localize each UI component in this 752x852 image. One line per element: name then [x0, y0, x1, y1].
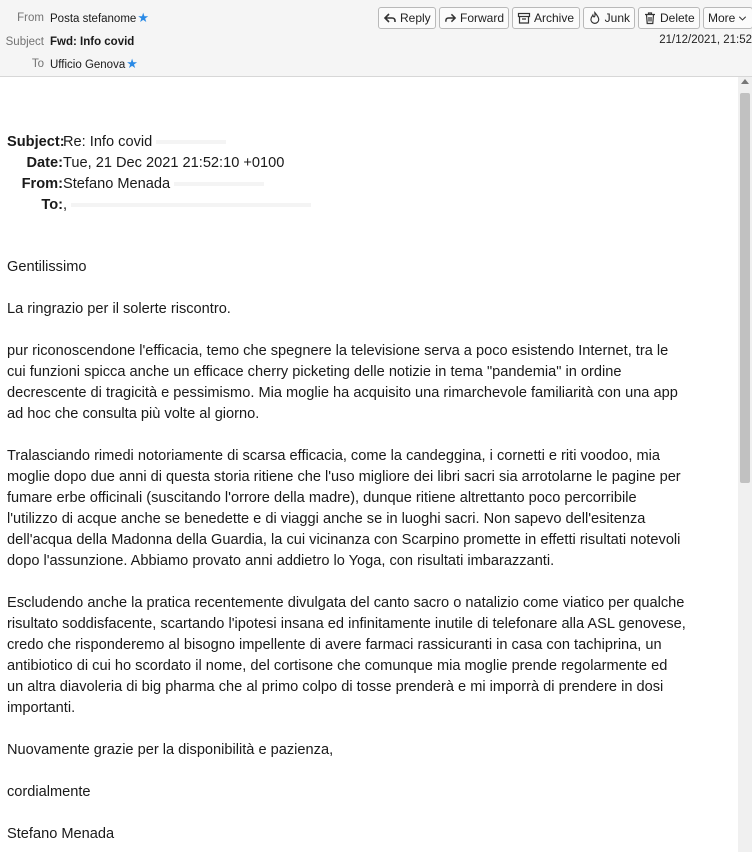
scroll-up-arrow-icon[interactable]: [741, 79, 749, 84]
text-line: un altra diavoleria di big pharma che al primo colpo di tosse prenderà e mi imporrà di prendere in dosi: [7, 679, 664, 695]
message-toolbar: [378, 7, 752, 29]
text-line: ad hoc che consulta più volte al giorno.: [7, 406, 260, 422]
fwd-subject-row: [7, 132, 311, 153]
message-date: 21/12/2021, 21:52: [659, 34, 752, 46]
fwd-from-row: [7, 174, 311, 195]
fwd-from-value[interactable]: Stefano Menada: [63, 176, 171, 192]
subject-label: Subject: [5, 36, 44, 48]
vertical-scrollbar[interactable]: [738, 77, 752, 852]
to-label: To: [31, 58, 44, 70]
from-label: From: [17, 12, 44, 24]
archive-label: Archive: [534, 11, 575, 25]
fwd-to-value[interactable]: ,: [63, 197, 68, 213]
delete-button[interactable]: [638, 7, 700, 29]
text-line: antibiotico di cui ho scordato il nome, del cortisone che comunque mia moglie prende regolarmente ed: [7, 658, 668, 674]
paragraph-4: [7, 593, 737, 719]
text-line: importanti.: [7, 700, 76, 716]
more-button[interactable]: [703, 7, 752, 29]
to-name[interactable]: Ufficio Genova: [50, 59, 126, 71]
scrollbar-thumb[interactable]: [740, 93, 750, 483]
archive-button[interactable]: [512, 7, 580, 29]
signature: Stefano Menada: [7, 826, 115, 842]
reply-button[interactable]: [378, 7, 436, 29]
paragraph-2: [7, 341, 737, 425]
forwarded-headers: [7, 132, 311, 216]
text-line: Tralasciando rimedi notoriamente di scarsa efficacia, come la candeggina, i cornetti e riti voodoo, mia: [7, 448, 660, 464]
message-header: [0, 0, 752, 77]
text-line: dopo l'assunzione. Abbiamo provato anni addietro lo Yoga, con risultati imbarazzanti.: [7, 553, 555, 569]
paragraph-1: La ringrazio per il solerte riscontro.: [7, 301, 231, 317]
text-line: decrescente di tragicità e pessimismo. Mia moglie ha acquisito una rimarchevole familiarità con una app: [7, 385, 678, 401]
from-name[interactable]: Posta stefanome: [50, 13, 137, 25]
from-value[interactable]: [50, 9, 149, 28]
fwd-subject-value: Re: Info covid: [63, 134, 153, 150]
paragraph-3: [7, 446, 737, 572]
reply-label: Reply: [400, 11, 431, 25]
junk-label: Junk: [604, 11, 630, 25]
fwd-to-row: [7, 195, 311, 216]
flame-icon: [588, 11, 602, 25]
fwd-to-label: To:: [41, 197, 63, 213]
text-line: credo che risponderemo al bisogno impellente di avere farmaci rassicuranti in casa con tachiprina, un: [7, 637, 662, 653]
forward-button[interactable]: [439, 7, 509, 29]
message-body: [0, 77, 738, 852]
chevron-down-icon: [738, 11, 747, 25]
closing: cordialmente: [7, 784, 91, 800]
reply-icon: [383, 11, 397, 25]
subject-value: Fwd: Info covid: [50, 36, 135, 48]
text-line: Escludendo anche la pratica recentemente divulgata del canto sacro o natalizio come viatico per qualche: [7, 595, 685, 611]
fwd-date-value: Tue, 21 Dec 2021 21:52:10 +0100: [63, 155, 285, 171]
star-icon[interactable]: ★: [126, 56, 138, 71]
junk-button[interactable]: [583, 7, 635, 29]
redaction: [156, 140, 226, 144]
trash-icon: [643, 11, 657, 25]
text-line: l'utilizzo di acque anche se benedette e di viaggi anche se in luoghi sacri. Non sapevo dell'esitenza: [7, 511, 646, 527]
star-icon[interactable]: ★: [137, 10, 149, 25]
forward-icon: [444, 11, 457, 25]
text-line: dell'acqua della Madonna della Guardia, la cui vicinanza con Scarpino promette in effetti risultati notevoli: [7, 532, 681, 548]
redaction: [174, 182, 264, 186]
forward-label: Forward: [459, 11, 504, 25]
archive-icon: [517, 11, 531, 25]
fwd-subject-label: Subject:: [7, 134, 65, 150]
fwd-date-row: [7, 153, 311, 174]
text-line: fumare erbe officinali (suscitando l'orrore della madre), dunque ritiene altrettanto poco percorribile: [7, 490, 637, 506]
delete-label: Delete: [660, 11, 695, 25]
text-line: cui funzioni spicca anche un efficace cherry picketing delle notizie in tema "pandemia" in ordine: [7, 364, 622, 380]
text-line: risultato soddisfacente, scartando l'ipotesi insana ed infinitamente inutile di telefonare alla ASL genovese,: [7, 616, 686, 632]
fwd-from-label: From:: [21, 176, 63, 192]
redaction: [71, 203, 311, 207]
text-line: pur riconoscendone l'efficacia, temo che spegnere la televisione serva a poco esistendo Internet, tra le: [7, 343, 669, 359]
more-label: More: [708, 11, 736, 25]
greeting: Gentilissimo: [7, 259, 87, 275]
fwd-date-label: Date:: [26, 155, 63, 171]
to-value[interactable]: [50, 55, 138, 74]
text-line: moglie dopo due anni di questa storia ritiene che l'uso migliore dei libri sacri sia arrotolarne le pagine per: [7, 469, 681, 485]
paragraph-5: Nuovamente grazie per la disponibilità e pazienza,: [7, 742, 334, 758]
